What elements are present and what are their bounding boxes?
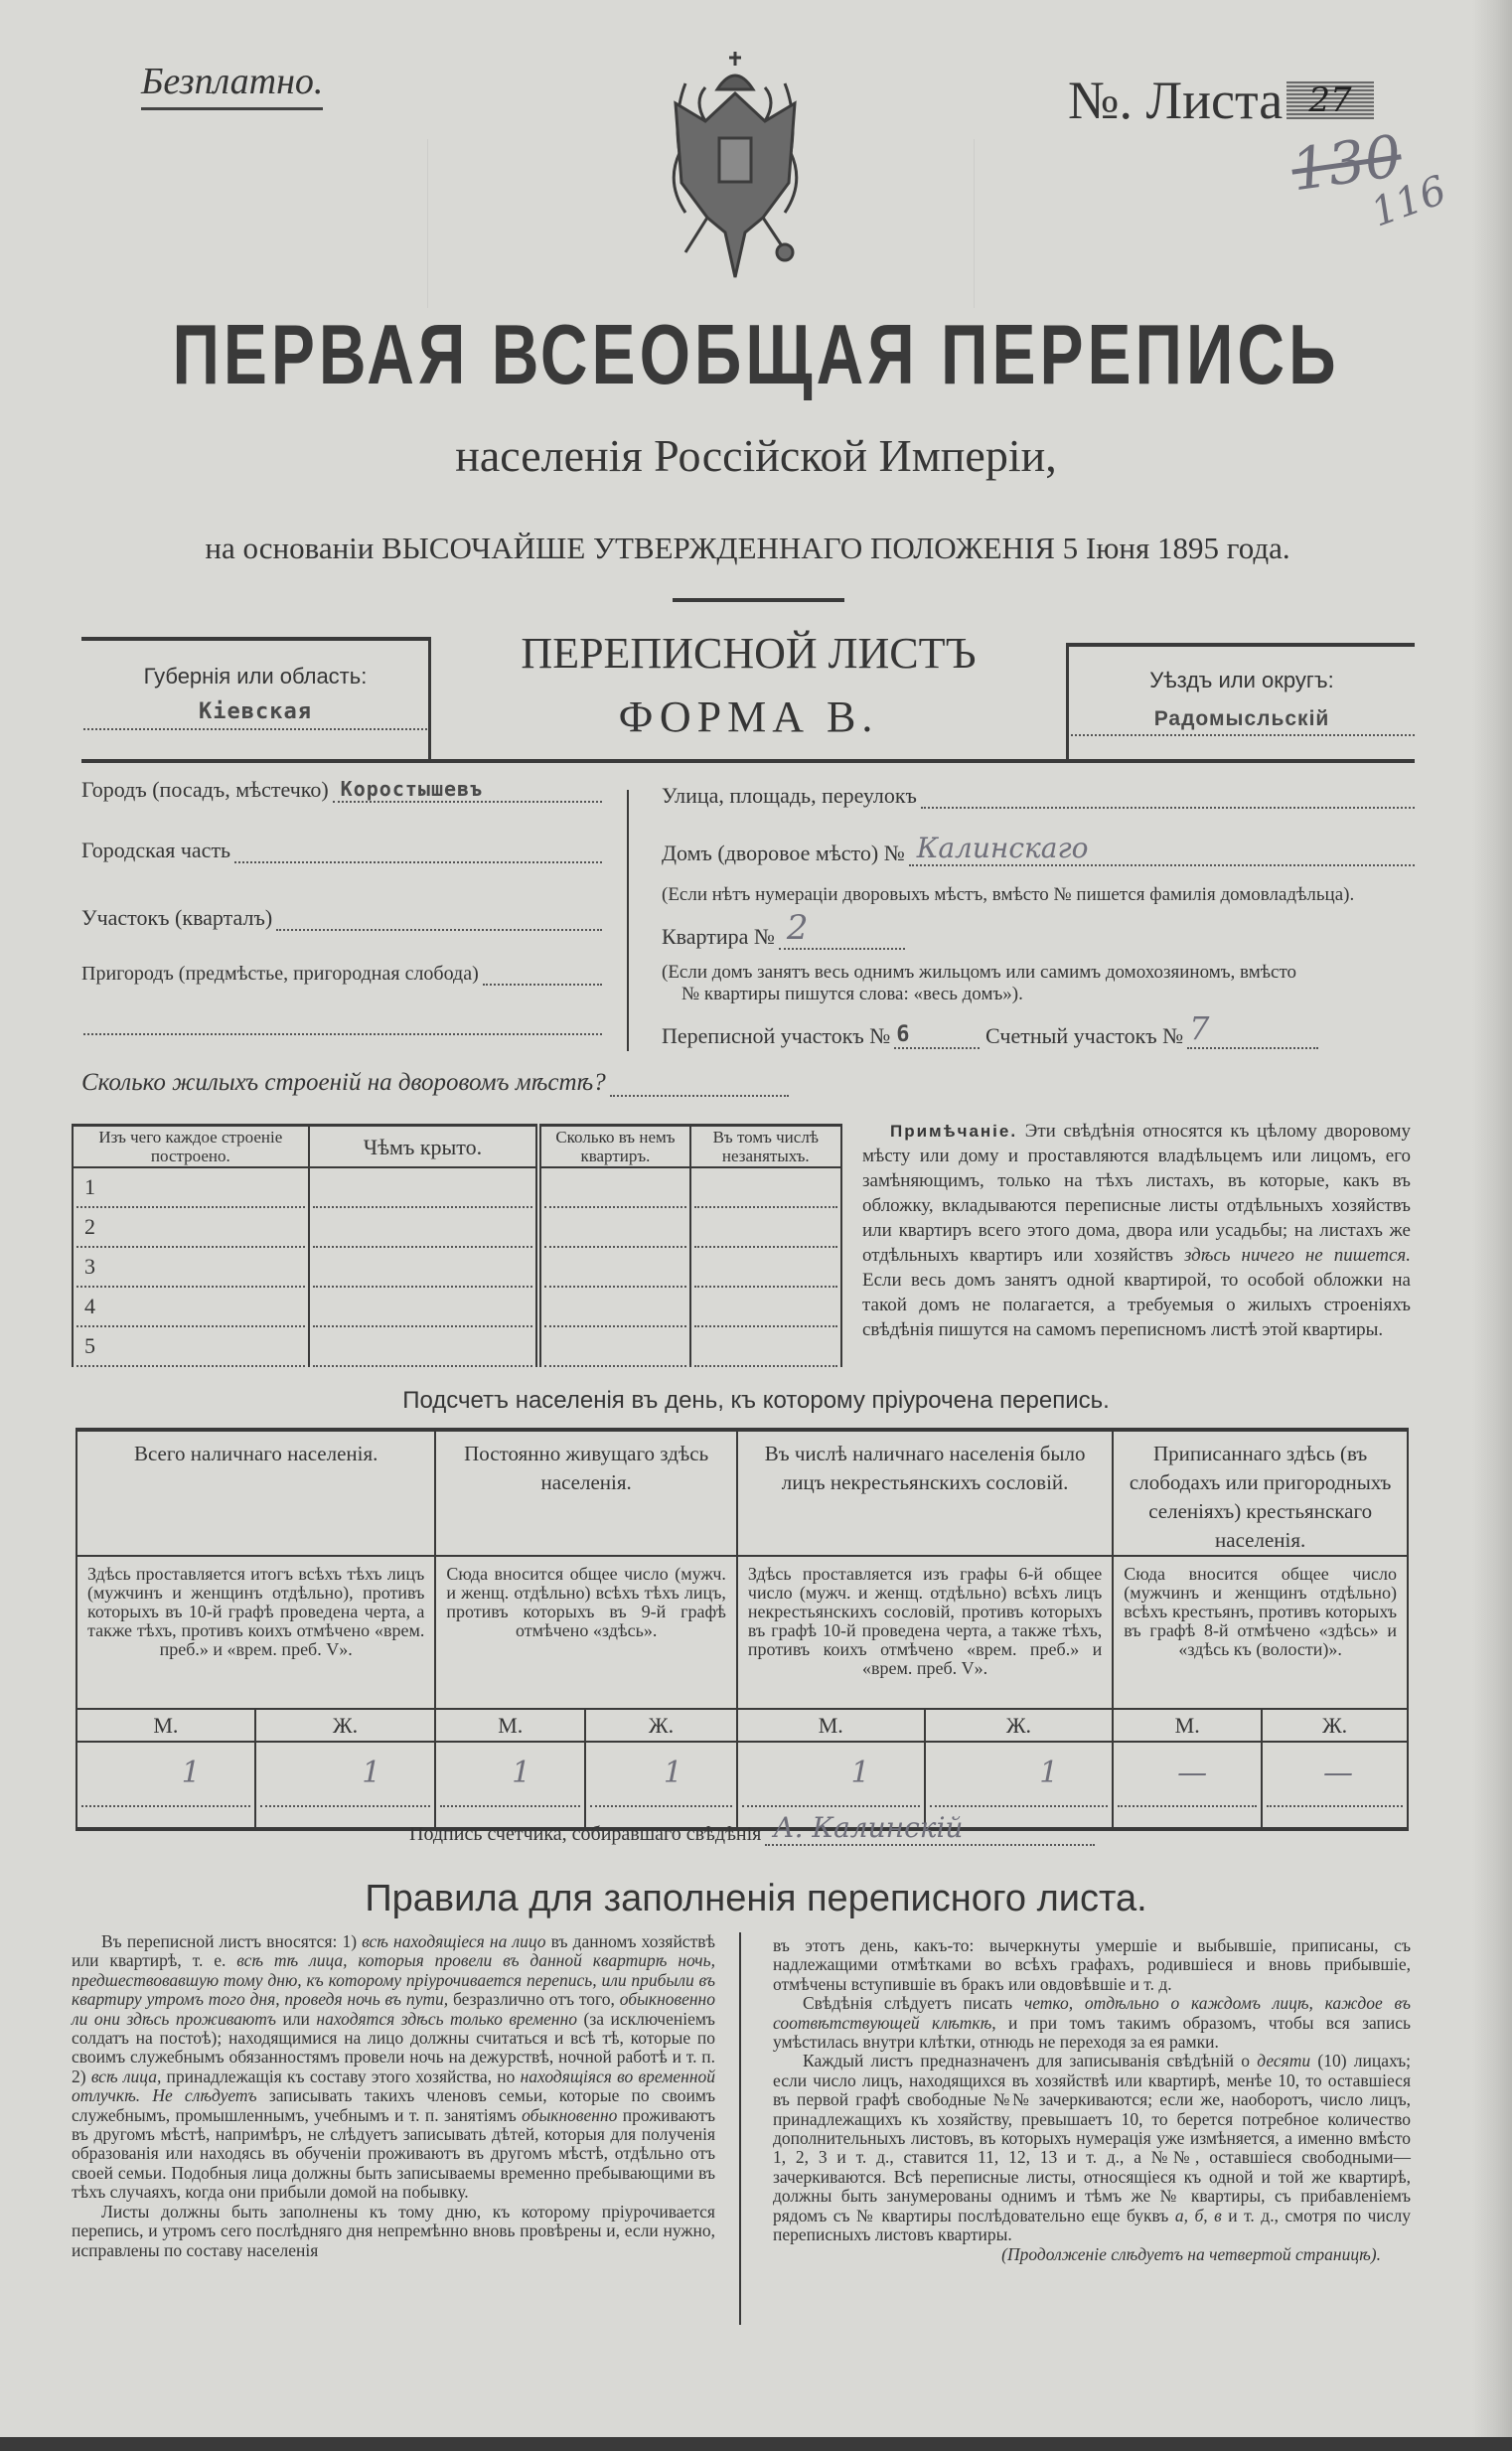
row-number: 1 bbox=[76, 1168, 305, 1208]
rules-text: и при томъ такимъ образомъ, чтобы вся запись умѣстилась внутри клѣтки, отнюдь не переходя за ея рамки. bbox=[773, 2012, 1411, 2053]
suburb-label: Пригородъ (предмѣстье, пригородная слобода) bbox=[81, 963, 479, 985]
rules-text: безразлично отъ того, bbox=[448, 1989, 620, 2010]
apartment-field bbox=[662, 908, 905, 950]
bleed-through-line bbox=[974, 139, 975, 308]
male-count: 1 bbox=[440, 1756, 580, 1807]
quarter-field bbox=[81, 905, 602, 931]
house-field bbox=[662, 832, 1415, 866]
sheet-number-label: №. Листа bbox=[1068, 71, 1284, 130]
district-label: Уѣздъ или округъ: bbox=[1149, 668, 1334, 692]
house-value: Калинскаго bbox=[916, 832, 1089, 864]
signature-label: Подпись счетчика, собиравшаго свѣдѣнія bbox=[409, 1823, 762, 1845]
quarter-label: Участокъ (кварталъ) bbox=[81, 905, 273, 930]
column-divider bbox=[627, 790, 629, 1051]
suburb-field bbox=[81, 962, 602, 986]
rules-text-italic: обыкновенно ли они здѣсь проживаютъ bbox=[72, 1989, 715, 2029]
census-district-label: Переписной участокъ № bbox=[662, 1023, 891, 1048]
rules-text-italic: а, б, в bbox=[1174, 2205, 1222, 2225]
rules-continued: (Продолженіе слѣдуетъ на четвертой страницѣ). bbox=[1001, 2243, 1381, 2264]
female-header: Ж. bbox=[925, 1709, 1114, 1742]
count-district-field bbox=[985, 1009, 1318, 1049]
male-header: М. bbox=[737, 1709, 925, 1742]
province-value: Кіевская bbox=[199, 699, 312, 724]
rules-paragraph bbox=[773, 2052, 1411, 2244]
city-label: Городъ (посадъ, мѣстечко) bbox=[81, 777, 329, 802]
female-header: Ж. bbox=[1262, 1709, 1408, 1742]
male-count: 1 bbox=[742, 1756, 920, 1807]
note-text-cont: Если весь домъ занятъ одной квартирой, то особой обложки на такой домъ не полагается, а требуемыя о жилыхъ строеніяхъ свѣдѣнія пишутся на самомъ переписномъ листѣ этой квартиры. bbox=[862, 1270, 1411, 1340]
rules-text: Каждый листъ предназначенъ для записыванія свѣдѣній о bbox=[803, 2051, 1258, 2071]
rules-text: или bbox=[275, 2008, 317, 2029]
archive-number-new: 116 bbox=[1365, 167, 1452, 236]
rules-text-italic: всѣ лица, bbox=[90, 2066, 162, 2086]
female-count: 1 bbox=[260, 1756, 431, 1807]
city-part-label: Городская часть bbox=[81, 838, 231, 862]
female-count: 1 bbox=[590, 1756, 732, 1807]
rules-text-italic: находятся здѣсь только временно bbox=[316, 2008, 578, 2029]
column-divider bbox=[739, 1932, 741, 2325]
male-header: М. bbox=[76, 1709, 255, 1742]
box-rule bbox=[81, 759, 1415, 763]
population-column-description: Сюда вносится общее число (мужчинъ и женщинъ отдѣльно) всѣхъ крестьянъ, противъ которыхъ въ графѣ 8-й отмѣчено «здѣсь» и «здѣсь къ (волости)». bbox=[1113, 1556, 1408, 1709]
population-table bbox=[76, 1428, 1409, 1831]
apartment-note-cont: № квартиры пишутся слова: «весь домъ»). bbox=[681, 984, 1023, 1004]
rules-text: въ данномъ хозяйствѣ или квартирѣ, т. е. bbox=[72, 1931, 715, 1971]
note-text-italic: здѣсь ничего не пишется. bbox=[1184, 1245, 1412, 1266]
rules-paragraph bbox=[72, 2203, 715, 2260]
female-header: Ж. bbox=[255, 1709, 436, 1742]
province-line bbox=[83, 728, 427, 730]
city-value: Коростышевъ bbox=[340, 777, 484, 801]
document-subtitle: населенія Россійской Имперіи, bbox=[455, 430, 1057, 481]
population-column-title: Постоянно живущаго здѣсь населенія. bbox=[435, 1430, 737, 1556]
rules-text-italic: обыкновенно bbox=[522, 2104, 618, 2125]
row-number: 4 bbox=[76, 1288, 305, 1327]
note-block bbox=[862, 1119, 1411, 1342]
row-number: 3 bbox=[76, 1248, 305, 1288]
population-column-title: Всего наличнаго населенія. bbox=[76, 1430, 435, 1556]
archive-number-old: 130 bbox=[1286, 121, 1406, 205]
rules-text: въ этотъ день, какъ-то: вычеркнуты умершіе и выбывшіе, приписаны, съ надлежащими отмѣтками во всѣхъ графахъ, родившіеся и вновь прибывшіе, отмѣчены вступившіе въ бракъ или овдовѣвшіе и т. д. bbox=[773, 1935, 1411, 1994]
rules-text: и т. д., смотря по числу переписныхъ листовъ квартиры. bbox=[773, 2205, 1411, 2245]
male-count: — bbox=[1118, 1756, 1257, 1807]
sheet-number-value: 27 bbox=[1286, 81, 1374, 119]
scan-edge bbox=[0, 2437, 1512, 2451]
apartment-note: (Если домъ занятъ весь однимъ жильцомъ или самимъ домохозяиномъ, вмѣсто bbox=[662, 962, 1297, 983]
buildings-header-roof: Чѣмъ крыто. bbox=[309, 1126, 539, 1168]
buildings-question bbox=[81, 1069, 853, 1097]
census-district-field bbox=[662, 1023, 980, 1049]
city-field bbox=[81, 777, 602, 803]
rules-text: записывать такихъ членовъ семьи, которые по своимъ служебнымъ, промышленнымъ, учебнымъ и т. п. занятіямъ bbox=[72, 2085, 715, 2125]
note-text: Эти свѣдѣнія относятся къ цѣлому дворовому мѣсту или дому и проставляются владѣльцемъ или лицомъ, его замѣняющимъ, только на тѣхъ листахъ, въ которые, какъ въ обложку, вкладываются переписные листы отдѣльныхъ хозяйствъ или квартиръ всего этого дома, двора или усадьбы; на листахъ же отдѣльныхъ квартиръ или хозяйствъ bbox=[862, 1121, 1411, 1266]
street-field bbox=[662, 783, 1415, 809]
rules-text: Листы должны быть заполнены къ тому дню, къ которому пріурочивается перепись, и утромъ сего послѣдняго дня непремѣнно вновь провѣрены и, если нужно, исправлены по составу населенія bbox=[72, 2201, 715, 2260]
row-number: 5 bbox=[76, 1327, 305, 1367]
female-count: — bbox=[1267, 1756, 1403, 1807]
count-district-label: Счетный участокъ № bbox=[985, 1023, 1184, 1048]
apartment-label: Квартира № bbox=[662, 924, 775, 949]
district-line bbox=[1071, 734, 1415, 736]
population-column-description: Здѣсь проставляется итогъ всѣхъ тѣхъ лицъ (мужчинъ и женщинъ отдѣльно), противъ которыхъ въ 10-й графѣ проведена черта, а также тѣхъ, противъ коихъ отмѣчено «врем. преб.» и «врем. преб. V». bbox=[76, 1556, 435, 1709]
rules-text: проживаютъ въ другомъ мѣстѣ, напримѣръ, не слѣдуетъ записывать дѣтей, которыя для полученія образованія или находясь въ обученіи проживаютъ въ другомъ мѣстѣ, отдѣльно отъ своей семьи. Подобныя лица должны быть записываемы временно пребывающими въ тѣхъ случаяхъ, когда они прибыли домой на побывку. bbox=[72, 2104, 715, 2203]
buildings-question-label: Сколько жилыхъ строеній на дворовомъ мѣстѣ? bbox=[81, 1069, 606, 1096]
rules-paragraph bbox=[72, 1932, 715, 2203]
apartment-value: 2 bbox=[786, 908, 809, 948]
rules-text: принадлежащія къ составу этого хозяйства, но bbox=[161, 2066, 521, 2086]
house-note: (Если нѣтъ нумераціи дворовыхъ мѣстъ, вмѣсто № пишется фамилія домовладѣльца). bbox=[662, 884, 1355, 905]
rules-text-italic: всѣ тѣ лица, которыя провели въ данной квартирѣ ночь, предшествовавшую тому дню, къ которому пріурочивается перепись, или прибыли въ квартиру утромъ того дня, проведя ночь въ пути, bbox=[72, 1950, 715, 2010]
province-label: Губернія или область: bbox=[143, 664, 368, 689]
imperial-eagle-emblem bbox=[646, 44, 825, 282]
rules-text-italic: четко, отдѣльно о каждомъ лицѣ, каждое въ соотвѣтствующей клѣткѣ, bbox=[773, 1993, 1411, 2033]
population-column-description: Сюда вносится общее число (мужч. и женщ. отдѣльно) всѣхъ тѣхъ лицъ, противъ которыхъ въ 9-й графѣ отмѣчено «здѣсь». bbox=[435, 1556, 737, 1709]
rules-text: Свѣдѣнія слѣдуетъ писать bbox=[803, 1993, 1024, 2014]
legal-basis: на основаніи ВЫСОЧАЙШЕ УТВЕРЖДЕННАГО ПОЛОЖЕНІЯ 5 Іюня 1895 года. bbox=[205, 531, 1290, 565]
population-column-title: Приписаннаго здѣсь (въ слободахъ или пригородныхъ селеніяхъ) крестьянскаго населенія. bbox=[1113, 1430, 1408, 1556]
rules-text-italic: находящіяся во временной отлучкѣ. Не слѣдуетъ bbox=[72, 2066, 715, 2106]
male-header: М. bbox=[435, 1709, 585, 1742]
row-number: 2 bbox=[76, 1208, 305, 1248]
rules-left-column bbox=[72, 1932, 715, 2260]
census-district-value: 6 bbox=[896, 1022, 911, 1047]
rules-text: Въ переписной листъ вносятся: 1) bbox=[101, 1931, 363, 1951]
note-lead: Примѣчаніе. bbox=[890, 1122, 1018, 1141]
free-label: Безплатно. bbox=[141, 60, 323, 110]
suburb-line bbox=[83, 1033, 602, 1035]
buildings-header-vacant: Въ томъ числѣ незанятыхъ. bbox=[690, 1126, 841, 1168]
female-header: Ж. bbox=[585, 1709, 737, 1742]
signature-field bbox=[409, 1811, 1095, 1846]
box-rule bbox=[81, 637, 430, 641]
count-district-value: 7 bbox=[1189, 1009, 1210, 1047]
rules-text-italic: десяти bbox=[1257, 2051, 1311, 2071]
population-column-title: Въ числѣ наличнаго населенія было лицъ некрестьянскихъ сословій. bbox=[737, 1430, 1113, 1556]
document-title: ПЕРВАЯ ВСЕОБЩАЯ ПЕРЕПИСЬ bbox=[172, 305, 1340, 402]
street-label: Улица, площадь, переулокъ bbox=[662, 783, 917, 808]
form-name: ФОРМА В. bbox=[618, 692, 879, 741]
signature-value: А. Калинскій bbox=[773, 1811, 964, 1844]
district-value: Радомысльскій bbox=[1153, 707, 1330, 730]
female-count: 1 bbox=[930, 1756, 1109, 1807]
rules-paragraph bbox=[773, 1936, 1411, 1994]
male-count: 1 bbox=[81, 1756, 250, 1807]
buildings-header-apartments: Сколько въ немъ квартиръ. bbox=[538, 1126, 689, 1168]
rules-text: (за исключеніемъ солдатъ на постоѣ); находящимися на лицо должны считаться и всѣ тѣ, которые по своимъ служебнымъ обязанностямъ провели ночь на дежурствѣ, ночной работѣ и т. п. 2) bbox=[72, 2008, 715, 2086]
box-rule bbox=[1066, 643, 1069, 760]
population-heading: Подсчетъ населенія въ день, къ которому пріурочена перепись. bbox=[402, 1387, 1110, 1414]
box-rule bbox=[1066, 643, 1415, 647]
divider bbox=[673, 598, 844, 602]
rules-right-column bbox=[773, 1936, 1411, 2264]
male-header: М. bbox=[1113, 1709, 1262, 1742]
rules-paragraph bbox=[773, 1994, 1411, 2052]
population-column-description: Здѣсь проставляется изъ графы 6-й общее число (мужч. и женщ. отдѣльно) всѣхъ лицъ некрестьянскихъ сословій, противъ которыхъ въ графѣ 10-й проведена черта, а также тѣхъ, противъ коихъ отмѣчено «врем. преб.» и «врем. преб. V». bbox=[737, 1556, 1113, 1709]
title-wrap bbox=[0, 305, 1512, 402]
house-label: Домъ (дворовое мѣсто) № bbox=[662, 841, 905, 865]
rules-text: (10) лицахъ; если число лицъ, находящихся въ хозяйствѣ или квартирѣ, менѣе 10, то оставшіеся въ первой графѣ свободные №№ зачеркиваются; если же, наоборотъ, число лицъ, принадлежащихъ къ хозяйству, превышаетъ 10, то берется потребное количество дополнительныхъ листовъ, въ которыхъ нумерація уже измѣняется, а именно вмѣсто 1, 2, 3 и т. д., ставится 11, 12, 13 и т. д., а №№, оставшіеся свободными—зачеркиваются. Всѣ переписные листы, относящіеся къ одной и той же квартирѣ, должны быть занумерованы однимъ и тѣмъ же № квартиры, съ прибавленіемъ рядомъ съ № квартиры послѣдовательно еще буквъ bbox=[773, 2051, 1411, 2225]
sheet-title: ПЕРЕПИСНОЙ ЛИСТЪ bbox=[521, 629, 977, 678]
buildings-header-material: Изъ чего каждое строеніе построено. bbox=[73, 1126, 309, 1168]
rules-text-italic: всѣ находящіеся на лицо bbox=[362, 1931, 546, 1951]
bleed-through-line bbox=[427, 139, 428, 308]
buildings-table bbox=[72, 1124, 842, 1367]
city-part-field bbox=[81, 838, 602, 863]
rules-title: Правила для заполненія переписного листа. bbox=[365, 1878, 1147, 1919]
